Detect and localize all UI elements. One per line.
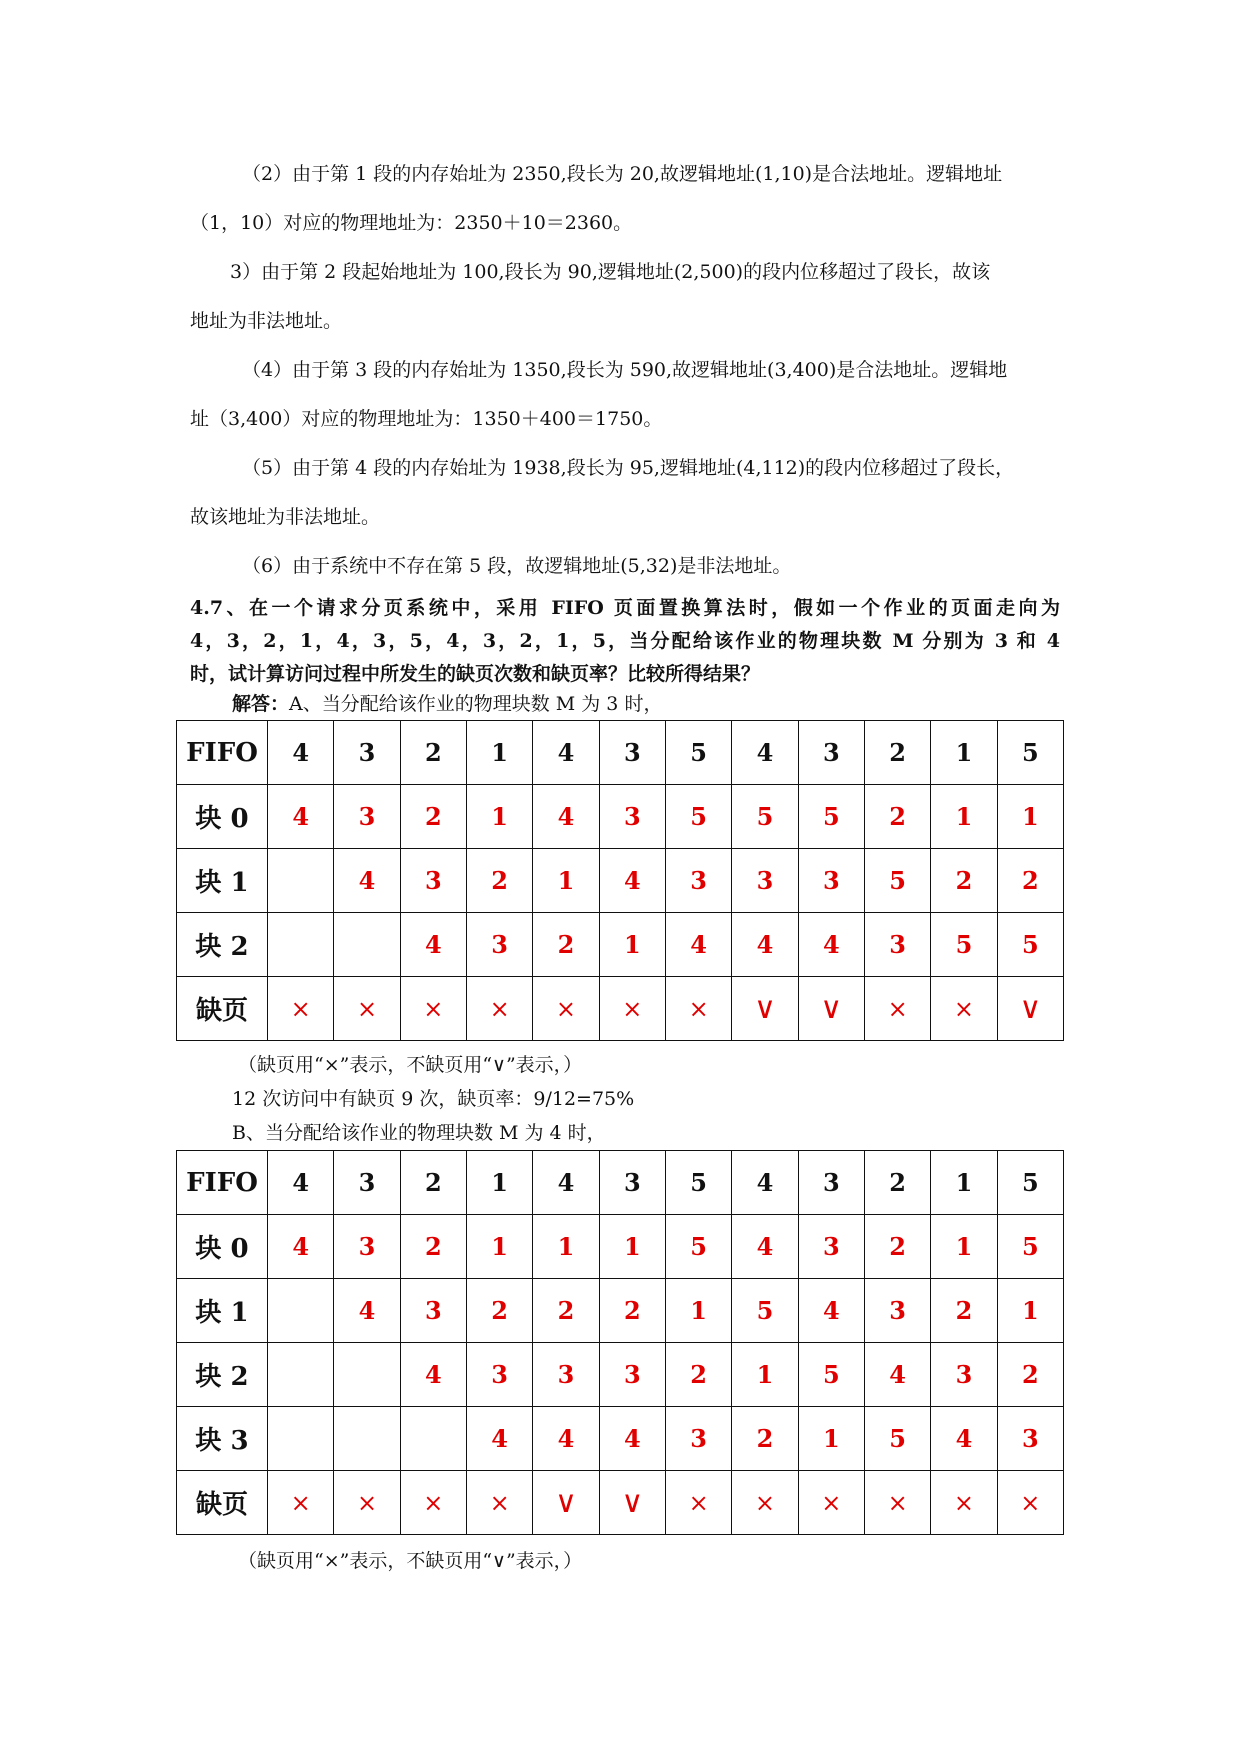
fault-mark-cell: ×: [400, 1471, 466, 1535]
paragraph-2-line2: （1，10）对应的物理地址为：2350＋10＝2360。: [190, 212, 633, 234]
fault-mark-cell: ×: [599, 977, 665, 1041]
hit-mark-cell: ∨: [599, 1471, 665, 1535]
page-reference-cell: 2: [400, 1151, 466, 1215]
block-value-cell: 5: [798, 1343, 864, 1407]
block-value-cell: 4: [400, 913, 466, 977]
block-value-cell: [268, 849, 334, 913]
fault-mark-cell: ×: [466, 1471, 532, 1535]
fault-mark-cell: ×: [798, 1471, 864, 1535]
block-value-cell: [268, 1343, 334, 1407]
block-value-cell: 4: [334, 1279, 400, 1343]
page-reference-cell: 2: [864, 1151, 930, 1215]
block-value-cell: 3: [997, 1407, 1063, 1471]
page-reference-cell: 5: [665, 721, 731, 785]
page-reference-cell: 3: [334, 721, 400, 785]
block-label-cell: 块 2: [177, 1343, 268, 1407]
block-value-cell: 3: [400, 849, 466, 913]
block-value-cell: 3: [732, 849, 798, 913]
block-value-cell: 3: [466, 1343, 532, 1407]
block-value-cell: 2: [665, 1343, 731, 1407]
table-row: [177, 1279, 1064, 1343]
page-reference-cell: 1: [931, 721, 997, 785]
block-value-cell: 4: [931, 1407, 997, 1471]
fault-mark-cell: ×: [334, 977, 400, 1041]
paragraph-5-line2: 故该地址为非法地址。: [190, 506, 381, 528]
block-value-cell: 2: [466, 849, 532, 913]
fault-mark-cell: ×: [864, 977, 930, 1041]
block-value-cell: 2: [400, 785, 466, 849]
block-value-cell: 5: [864, 849, 930, 913]
block-label-cell: 块 3: [177, 1407, 268, 1471]
block-value-cell: 4: [798, 913, 864, 977]
block-value-cell: 1: [997, 785, 1063, 849]
block-value-cell: 3: [334, 1215, 400, 1279]
block-value-cell: 2: [864, 1215, 930, 1279]
fifo-table-m3: [176, 720, 1064, 1041]
paragraph-4-line2: 址（3,400）对应的物理地址为：1350＋400＝1750。: [190, 408, 663, 430]
question-4-7: [190, 592, 1060, 691]
block-value-cell: 4: [400, 1343, 466, 1407]
page-reference-cell: 5: [665, 1151, 731, 1215]
block-label-cell: 块 2: [177, 913, 268, 977]
block-value-cell: 5: [864, 1407, 930, 1471]
fault-mark-cell: ×: [533, 977, 599, 1041]
block-value-cell: 3: [931, 1343, 997, 1407]
page-reference-cell: 1: [466, 1151, 532, 1215]
note-a: （缺页用“×”表示，不缺页用“∨”表示，）: [238, 1054, 583, 1076]
table-row: [177, 1343, 1064, 1407]
hit-mark-cell: ∨: [798, 977, 864, 1041]
page-reference-cell: 3: [798, 1151, 864, 1215]
block-value-cell: 2: [533, 913, 599, 977]
fault-label-cell: 缺页: [177, 1471, 268, 1535]
block-value-cell: 5: [665, 785, 731, 849]
page-reference-cell: 2: [864, 721, 930, 785]
question-line2: 4，3，2，1，4，3，5，4，3，2，1，5，当分配给该作业的物理块数 M 分别为 3 和 4: [190, 630, 1060, 652]
fault-mark-cell: ×: [268, 977, 334, 1041]
fault-row: [177, 1471, 1064, 1535]
table-row: [177, 785, 1064, 849]
block-value-cell: 5: [732, 785, 798, 849]
block-value-cell: 5: [665, 1215, 731, 1279]
block-value-cell: 4: [533, 1407, 599, 1471]
block-value-cell: 1: [599, 1215, 665, 1279]
page-reference-cell: 4: [732, 1151, 798, 1215]
block-value-cell: 4: [864, 1343, 930, 1407]
page-reference-cell: 2: [400, 721, 466, 785]
paragraph-3-line2: 地址为非法地址。: [190, 310, 343, 332]
block-value-cell: 3: [533, 1343, 599, 1407]
paragraph-6-line1: （6）由于系统中不存在第 5 段，故逻辑地址(5,32)是非法地址。: [242, 555, 792, 577]
block-value-cell: 2: [864, 785, 930, 849]
block-value-cell: 3: [798, 1215, 864, 1279]
block-value-cell: 2: [997, 849, 1063, 913]
result-a: 12 次访问中有缺页 9 次，缺页率：9/12=75%: [232, 1088, 635, 1110]
block-value-cell: 1: [798, 1407, 864, 1471]
block-value-cell: 5: [931, 913, 997, 977]
block-value-cell: 1: [466, 1215, 532, 1279]
block-value-cell: 5: [997, 913, 1063, 977]
block-value-cell: 4: [798, 1279, 864, 1343]
table-header-row: [177, 721, 1064, 785]
page-reference-cell: 5: [997, 1151, 1063, 1215]
page-reference-cell: 3: [334, 1151, 400, 1215]
page-reference-cell: 5: [997, 721, 1063, 785]
block-value-cell: 3: [599, 1343, 665, 1407]
block-value-cell: [334, 1407, 400, 1471]
paragraph-5-line1: （5）由于第 4 段的内存始址为 1938,段长为 95,逻辑地址(4,112)的段内位移超过了段长，: [242, 457, 1015, 479]
block-value-cell: 2: [400, 1215, 466, 1279]
block-value-cell: 1: [665, 1279, 731, 1343]
block-value-cell: 1: [931, 1215, 997, 1279]
table-row: [177, 849, 1064, 913]
note-b: （缺页用“×”表示，不缺页用“∨”表示，）: [238, 1550, 583, 1572]
table-row: [177, 1407, 1064, 1471]
block-value-cell: 1: [466, 785, 532, 849]
fault-mark-cell: ×: [665, 1471, 731, 1535]
block-value-cell: 4: [732, 913, 798, 977]
header-label-cell: FIFO: [177, 1151, 268, 1215]
block-value-cell: [400, 1407, 466, 1471]
table-row: [177, 1215, 1064, 1279]
paragraph-4-line1: （4）由于第 3 段的内存始址为 1350,段长为 590,故逻辑地址(3,400)是合法地址。逻辑地: [242, 359, 1008, 381]
block-value-cell: 3: [665, 849, 731, 913]
paragraph-2-line1: （2）由于第 1 段的内存始址为 2350,段长为 20,故逻辑地址(1,10)是合法地址。逻辑地址: [242, 163, 1003, 185]
block-value-cell: 5: [798, 785, 864, 849]
hit-mark-cell: ∨: [732, 977, 798, 1041]
block-value-cell: 5: [997, 1215, 1063, 1279]
paragraph-3-line1: 3）由于第 2 段起始地址为 100,段长为 90,逻辑地址(2,500)的段内位移超过了段长，故该: [230, 261, 991, 283]
block-value-cell: 2: [931, 849, 997, 913]
fault-mark-cell: ×: [268, 1471, 334, 1535]
block-value-cell: 3: [466, 913, 532, 977]
block-value-cell: [268, 913, 334, 977]
fault-row: [177, 977, 1064, 1041]
case-a-text: A、当分配给该作业的物理块数 M 为 3 时，: [289, 693, 663, 715]
block-value-cell: 1: [533, 849, 599, 913]
table-header-row: [177, 1151, 1064, 1215]
block-label-cell: 块 1: [177, 849, 268, 913]
block-value-cell: 4: [466, 1407, 532, 1471]
page-reference-cell: 1: [931, 1151, 997, 1215]
block-value-cell: [268, 1407, 334, 1471]
fault-mark-cell: ×: [931, 1471, 997, 1535]
block-value-cell: 1: [599, 913, 665, 977]
block-label-cell: 块 0: [177, 1215, 268, 1279]
block-value-cell: 4: [334, 849, 400, 913]
block-value-cell: 2: [466, 1279, 532, 1343]
page-reference-cell: 3: [599, 1151, 665, 1215]
block-label-cell: 块 1: [177, 1279, 268, 1343]
fault-mark-cell: ×: [400, 977, 466, 1041]
page-reference-cell: 3: [798, 721, 864, 785]
block-value-cell: 2: [599, 1279, 665, 1343]
block-value-cell: 4: [599, 849, 665, 913]
block-value-cell: 3: [400, 1279, 466, 1343]
block-value-cell: 1: [997, 1279, 1063, 1343]
block-value-cell: [268, 1279, 334, 1343]
block-value-cell: 3: [864, 913, 930, 977]
block-value-cell: [334, 913, 400, 977]
block-value-cell: 4: [599, 1407, 665, 1471]
fault-mark-cell: ×: [997, 1471, 1063, 1535]
block-value-cell: 4: [665, 913, 731, 977]
block-value-cell: 2: [732, 1407, 798, 1471]
block-value-cell: 3: [334, 785, 400, 849]
block-value-cell: 2: [931, 1279, 997, 1343]
block-value-cell: 2: [533, 1279, 599, 1343]
page-reference-cell: 4: [268, 1151, 334, 1215]
block-value-cell: 3: [864, 1279, 930, 1343]
fault-mark-cell: ×: [864, 1471, 930, 1535]
fifo-table-m4: [176, 1150, 1064, 1535]
block-value-cell: 4: [268, 785, 334, 849]
block-value-cell: 1: [931, 785, 997, 849]
page-reference-cell: 4: [533, 721, 599, 785]
header-label-cell: FIFO: [177, 721, 268, 785]
page-reference-cell: 4: [268, 721, 334, 785]
fault-mark-cell: ×: [466, 977, 532, 1041]
hit-mark-cell: ∨: [533, 1471, 599, 1535]
page-reference-cell: 4: [533, 1151, 599, 1215]
fault-label-cell: 缺页: [177, 977, 268, 1041]
page-reference-cell: 4: [732, 721, 798, 785]
block-value-cell: [334, 1343, 400, 1407]
fault-mark-cell: ×: [732, 1471, 798, 1535]
block-value-cell: 5: [732, 1279, 798, 1343]
block-value-cell: 4: [732, 1215, 798, 1279]
block-value-cell: 3: [798, 849, 864, 913]
block-value-cell: 4: [268, 1215, 334, 1279]
block-value-cell: 3: [665, 1407, 731, 1471]
block-value-cell: 1: [533, 1215, 599, 1279]
answer-a-intro: [232, 692, 662, 716]
block-value-cell: 2: [997, 1343, 1063, 1407]
hit-mark-cell: ∨: [997, 977, 1063, 1041]
page-reference-cell: 1: [466, 721, 532, 785]
block-label-cell: 块 0: [177, 785, 268, 849]
block-value-cell: 3: [599, 785, 665, 849]
block-value-cell: 1: [732, 1343, 798, 1407]
fault-mark-cell: ×: [665, 977, 731, 1041]
question-line3: 时，试计算访问过程中所发生的缺页次数和缺页率？比较所得结果？: [190, 663, 761, 685]
fault-mark-cell: ×: [334, 1471, 400, 1535]
question-line1: 4.7、在一个请求分页系统中，采用 FIFO 页面置换算法时，假如一个作业的页面走向为: [190, 597, 1060, 619]
table-row: [177, 913, 1064, 977]
block-value-cell: 4: [533, 785, 599, 849]
case-b-text: B、当分配给该作业的物理块数 M 为 4 时，: [232, 1122, 606, 1144]
page-reference-cell: 3: [599, 721, 665, 785]
fault-mark-cell: ×: [931, 977, 997, 1041]
answer-label: 解答：: [232, 693, 290, 715]
